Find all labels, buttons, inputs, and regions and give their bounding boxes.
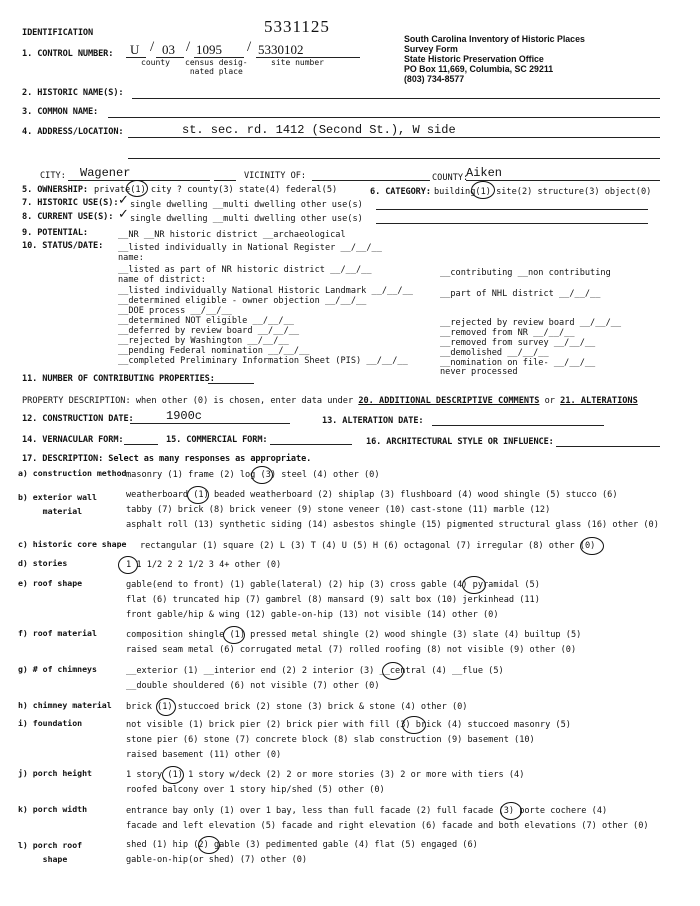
desc-options-e: flat (6) truncated hip (7) gambrel (8) mansard (9) salt box (10) jerkinhead (11) [126, 595, 540, 605]
county-label: COUNTY: [432, 173, 469, 183]
status-item: __rejected by Washington __/__/__ [118, 336, 289, 346]
selection-circle-interior [382, 662, 404, 680]
status-item: __completed Preliminary Information Sheet (PIS) __/__/__ [118, 356, 408, 366]
desc-options-l: gable-on-hip(or shed) (7) other (0) [126, 855, 308, 865]
vernacular-form-label: 14. VERNACULAR FORM: [22, 435, 124, 445]
desc-options-b: weatherboard (1) beaded weatherboard (2) shiplap (3) flushboard (4) wood shingle (5) stucco (6) [126, 490, 618, 500]
selection-circle-one-story [162, 766, 184, 784]
alterations-ref: 21. ALTERATIONS [560, 396, 638, 406]
status-item: __removed from NR __/__/__ [440, 328, 575, 338]
desc-options-k: facade and left elevation (5) facade and right elevation (6) facade and both elevations (7) other (0) [126, 821, 649, 831]
desc-label-f: f) roof material [18, 628, 97, 638]
historic-use-options: single dwelling __multi dwelling other use(s) [130, 200, 363, 210]
desc-label-i: i) foundation [18, 718, 83, 728]
desc-label-l: l) porch roof shape [18, 840, 83, 864]
desc-label-d: d) stories [18, 558, 68, 568]
desc-options-e: gable(end to front) (1) gable(lateral) (2) hip (3) cross gable (4) pyramidal (5) [126, 580, 540, 590]
desc-options-g: __double shouldered (6) not visible (7) other (0) [126, 681, 380, 691]
selection-circle-brick [156, 698, 176, 716]
category-options: building(1) site(2) structure(3) object(0) [434, 187, 652, 197]
desc-options-f: raised seam metal (6) corrugated metal (7) rolled roofing (8) not visible (9) other (0) [126, 645, 577, 655]
status-item: __part of NHL district __/__/__ [440, 289, 601, 299]
desc-label-c: c) historic core shape [18, 539, 127, 549]
agency-line: State Historic Preservation Office [404, 54, 544, 64]
desc-options-l: shed (1) hip (2) gable (3) pedimented gable (4) flat (5) engaged (6) [126, 840, 478, 850]
desc-label-h: h) chimney material [18, 700, 112, 710]
category-selected-circle [471, 181, 495, 199]
control-slash: / [247, 39, 252, 55]
desc-options-j: 1 story (1) 1 story w/deck (2) 2 or more stories (3) 2 or more with tiers (4) [126, 770, 525, 780]
construction-date-label: 12. CONSTRUCTION DATE: [22, 414, 134, 424]
category-label: 6. CATEGORY: [370, 187, 431, 197]
property-description-note [22, 396, 638, 406]
city-value: Wagener [80, 166, 131, 180]
desc-options-i: not visible (1) brick pier (2) brick pier with fill (3) brick (4) stuccoed masonry (5) [126, 720, 571, 730]
desc-options-i: raised basement (11) other (0) [126, 750, 282, 760]
control-number-label: 1. CONTROL NUMBER: [22, 49, 114, 59]
agency-line: (803) 734-8577 [404, 74, 465, 84]
current-use-check: ✓ [118, 206, 129, 221]
desc-options-i: stone pier (6) stone (7) concrete block (8) slab construction (9) basement (10) [126, 735, 535, 745]
status-item: __contributing __non contributing [440, 268, 611, 278]
status-item: __nomination on file- __/__/__ [440, 358, 596, 368]
desc-label-b: b) exterior wall material [18, 492, 97, 516]
desc-options-c: rectangular (1) square (2) L (3) T (4) U (5) H (6) octagonal (7) irregular (8) other (0) [140, 541, 596, 551]
current-use-label: 8. CURRENT USE(S): [22, 212, 114, 222]
desc-label-j: j) porch height [18, 768, 92, 778]
vicinity-label: VICINITY OF: [244, 171, 307, 181]
identification-heading: IDENTIFICATION [22, 28, 94, 38]
control-sub-site: site number [271, 58, 324, 67]
status-item: name: [118, 253, 144, 263]
property-description-text: PROPERTY DESCRIPTION: when other (0) is chosen, enter data under [22, 396, 354, 406]
ownership-options: private(1) city ? county(3) state(4) federal(5) [94, 185, 338, 195]
address-value: st. sec. rd. 1412 (Second St.), W side [182, 123, 456, 137]
status-item: never processed [440, 367, 518, 377]
status-item: name of district: [118, 275, 206, 285]
architectural-style-label: 16. ARCHITECTURAL STYLE OR INFLUENCE: [366, 437, 554, 447]
or-text: or [544, 396, 555, 406]
selection-circle-composition-shingle [223, 626, 245, 644]
selection-circle-stories [118, 556, 138, 574]
contributing-properties-label: 11. NUMBER OF CONTRIBUTING PROPERTIES: [22, 374, 215, 384]
status-item: __determined eligible - owner objection __/__/__ [118, 296, 367, 306]
desc-options-f: composition shingle (1) pressed metal shingle (2) wood shingle (3) slate (4) builtup (5) [126, 630, 582, 640]
control-slash: / [186, 39, 191, 55]
desc-options-g: __exterior (1) __interior end (2) 2 interior (3) __central (4) __flue (5) [126, 666, 504, 676]
desc-label-g: g) # of chimneys [18, 664, 97, 674]
status-item: __deferred by review board __/__/__ [118, 326, 300, 336]
status-label: 10. STATUS/DATE: [22, 241, 104, 251]
additional-comments-ref: 20. ADDITIONAL DESCRIPTIVE COMMENTS [358, 396, 540, 406]
historic-use-check: ✓ [118, 192, 129, 207]
status-item: __listed individually in National Register __/__/__ [118, 243, 382, 253]
status-item: __pending Federal nomination __/__/__ [118, 346, 310, 356]
selection-circle-hip [198, 836, 220, 854]
selection-circle-frame [251, 466, 273, 484]
common-name-label: 3. COMMON NAME: [22, 107, 99, 117]
selection-circle-pier-fill [402, 716, 426, 734]
desc-label-a: a) construction method [18, 468, 127, 478]
status-item: __determined NOT eligible __/__/__ [118, 316, 294, 326]
desc-options-e: front gable/hip & wing (12) gable-on-hip (13) not visible (14) other (0) [126, 610, 499, 620]
selection-circle-irregular [580, 537, 604, 555]
control-code-census: 1095 [196, 42, 222, 57]
common-name-line[interactable] [108, 117, 660, 118]
historic-use-label: 7. HISTORIC USE(S): [22, 198, 119, 208]
historic-names-line[interactable] [132, 98, 660, 99]
control-county-code: U [130, 42, 140, 57]
selection-circle-weatherboard [187, 486, 209, 504]
desc-options-j: roofed balcony over 1 story hip/shed (5) other (0) [126, 785, 385, 795]
agency-line: PO Box 11,669, Columbia, SC 29211 [404, 64, 554, 74]
county-value: Aiken [466, 166, 503, 180]
selection-circle-cross-gable [462, 576, 486, 594]
current-use-options: single dwelling __multi dwelling other use(s) [130, 214, 363, 224]
selection-circle-full-facade [500, 802, 522, 820]
desc-options-a: masonry (1) frame (2) log (3) steel (4) other (0) [126, 470, 380, 480]
status-item: __DOE process __/__/__ [118, 306, 232, 316]
desc-label-e: e) roof shape [18, 578, 83, 588]
potential-label: 9. POTENTIAL: [22, 228, 88, 238]
control-code-site: 5330102 [258, 42, 304, 57]
agency-line: South Carolina Inventory of Historic Places [404, 34, 585, 44]
potential-options: __NR __NR historic district __archaeological [118, 230, 346, 240]
status-item: __removed from survey __/__/__ [440, 338, 596, 348]
desc-options-b: tabby (7) brick (8) brick veneer (9) stone veneer (10) cast-stone (11) marble (12) [126, 505, 551, 515]
control-code-county: 03 [162, 42, 175, 57]
construction-date-value: 1900c [166, 409, 203, 423]
desc-options-d: 1 1 1/2 2 2 1/2 3 4+ other (0) [126, 560, 282, 570]
ownership-selected-circle [126, 180, 148, 197]
commercial-form-label: 15. COMMERCIAL FORM: [166, 435, 268, 445]
historic-names-label: 2. HISTORIC NAME(S): [22, 88, 124, 98]
description-heading: 17. DESCRIPTION: Select as many responses as appropriate. [22, 454, 312, 464]
status-item: __rejected by review board __/__/__ [440, 318, 622, 328]
agency-line: Survey Form [404, 44, 458, 54]
status-item: __listed individually National Historic Landmark __/__/__ [118, 286, 413, 296]
handwritten-record-number: 5331125 [264, 17, 330, 36]
status-item: __demolished __/__/__ [440, 348, 549, 358]
city-label: CITY: [40, 171, 66, 181]
alteration-date-label: 13. ALTERATION DATE: [322, 416, 424, 426]
desc-label-k: k) porch width [18, 804, 88, 814]
address-label: 4. ADDRESS/LOCATION: [22, 127, 124, 137]
control-sub-county: county [141, 58, 170, 67]
control-sub-census: census desig- nated place [185, 58, 248, 76]
ownership-label: 5. OWNERSHIP: [22, 185, 88, 195]
control-slash: / [150, 39, 155, 55]
status-item: __listed as part of NR historic district __/__/__ [118, 265, 372, 275]
desc-options-b: asphalt roll (13) synthetic siding (14) asbestos shingle (15) pigmented structural glass (16) other (0) [126, 520, 659, 530]
desc-options-h: brick (1) stuccoed brick (2) stone (3) brick & stone (4) other (0) [126, 702, 468, 712]
desc-options-k: entrance bay only (1) over 1 bay, less than full facade (2) full facade (3) porte cochere (4) [126, 806, 608, 816]
